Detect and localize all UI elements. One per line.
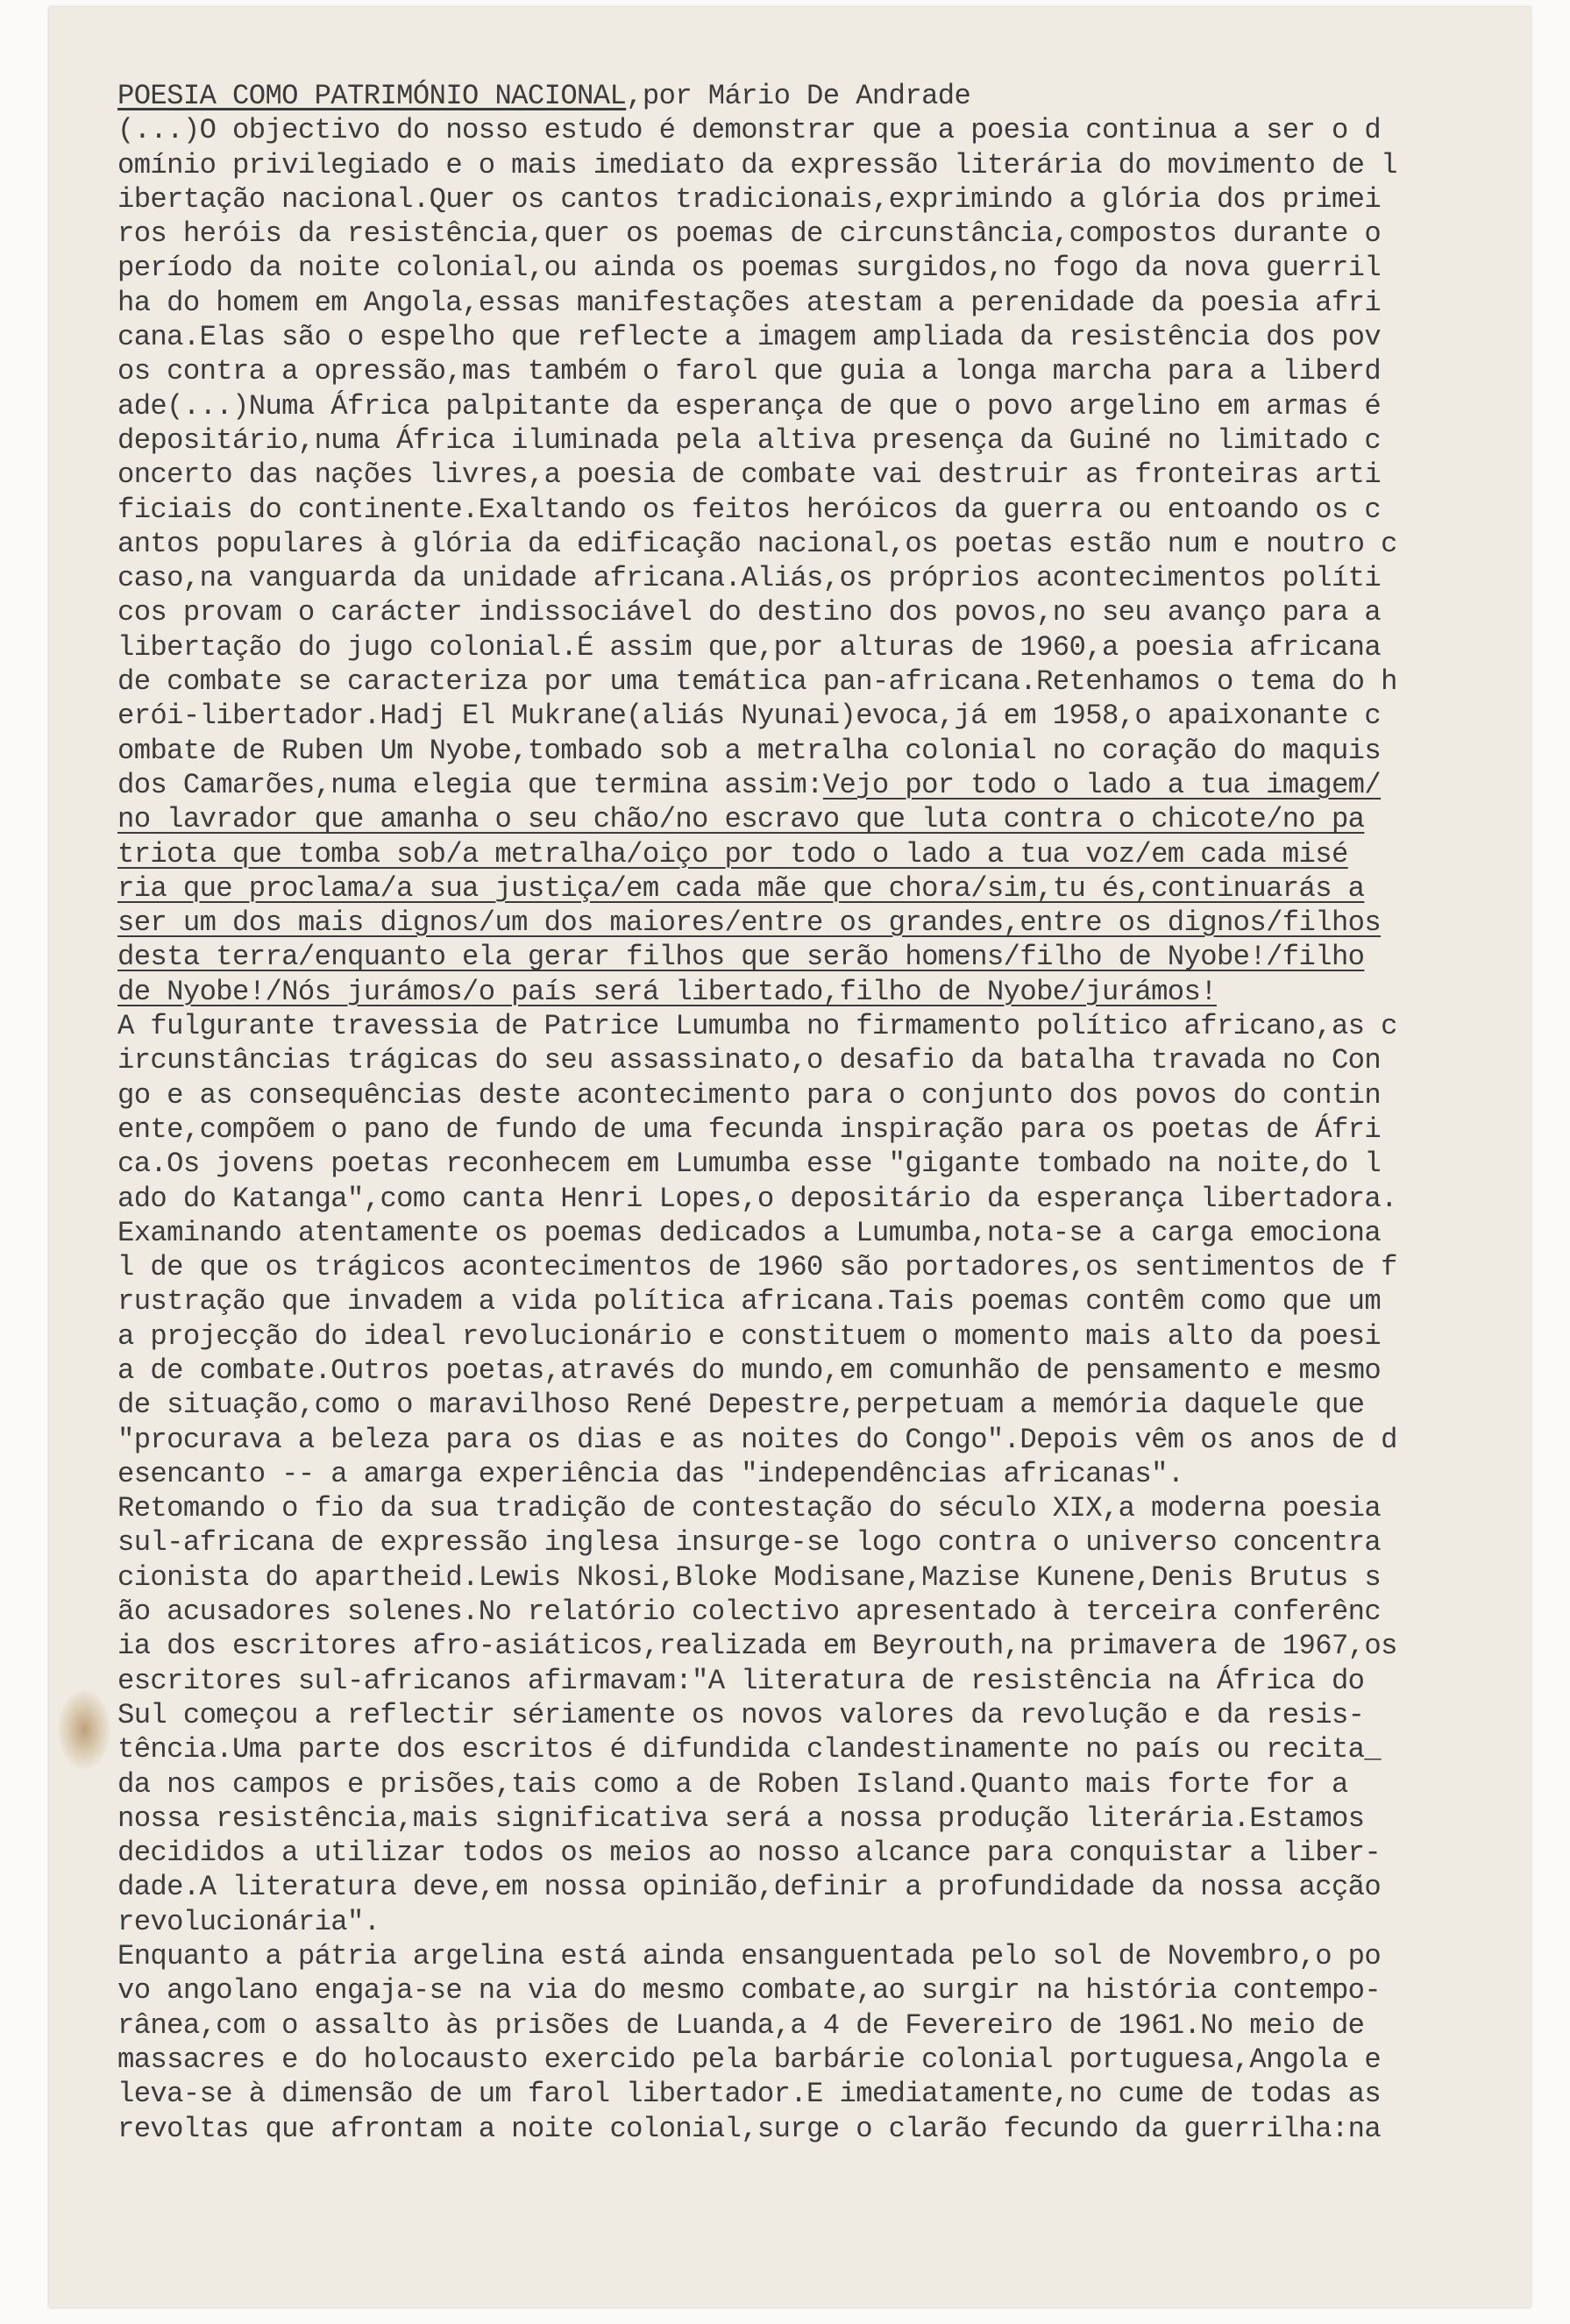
typewritten-page <box>49 7 1531 2307</box>
line-text: libertação do jugo colonial.É assim que,por alturas de 1960,a poesia africana <box>117 630 1382 664</box>
text-line <box>117 1078 1520 1112</box>
text-line <box>117 1250 1520 1284</box>
text-line <box>117 1870 1520 1904</box>
text-line <box>117 1836 1520 1870</box>
text-line <box>117 871 1520 906</box>
line-text: tência.Uma parte dos escritos é difundida clandestinamente no país ou recita_ <box>117 1733 1382 1766</box>
text-line <box>117 148 1520 182</box>
line-text: ia dos escritores afro-asiáticos,realizada em Beyrouth,na primavera de 1967,os <box>117 1630 1397 1663</box>
text-line <box>117 2077 1520 2111</box>
text-line <box>117 354 1520 388</box>
text-line <box>117 1732 1520 1766</box>
line-text: cana.Elas são o espelho que reflecte a imagem ampliada da resistência dos pov <box>117 321 1382 354</box>
text-line <box>117 1491 1520 1525</box>
text-line <box>117 1388 1520 1422</box>
line-text: Retomando o fio da sua tradição de contestação do século XIX,a moderna poesia <box>117 1492 1382 1525</box>
rust-stain <box>58 1690 110 1769</box>
text-line <box>117 1802 1520 1836</box>
text-line <box>117 975 1520 1009</box>
line-text: l de que os trágicos acontecimentos de 1960 são portadores,os sentimentos de f <box>117 1251 1397 1284</box>
line-text: nossa resistência,mais significativa será a nossa produção literária.Estamos <box>117 1802 1365 1835</box>
text-line <box>117 1698 1520 1732</box>
line-text: da nos campos e prisões,tais como a de Roben Island.Quanto mais forte for a <box>117 1767 1348 1801</box>
text-line <box>117 1182 1520 1216</box>
text-line <box>117 561 1520 595</box>
quoted-poem-text: ria que proclama/a sua justiça/em cada mãe que chora/sim,tu és,continuarás a <box>117 871 1365 905</box>
text-line <box>117 2112 1520 2146</box>
text-line <box>117 1284 1520 1318</box>
line-text: vo angolano engaja-se na via do mesmo combate,ao surgir na história contempo- <box>117 1974 1382 2008</box>
quoted-poem-text: desta terra/enquanto ela gerar filhos que serão homens/filho de Nyobe!/filho <box>117 941 1365 974</box>
line-text: oncerto das nações livres,a poesia de combate vai destruir as fronteiras arti <box>117 458 1382 492</box>
line-text: "procurava a beleza para os dias e as noites do Congo".Depois vêm os anos de d <box>117 1423 1397 1456</box>
line-text: cos provam o carácter indissociável do destino dos povos,no seu avanço para a <box>117 596 1382 629</box>
text-line <box>117 1973 1520 2008</box>
line-text: período da noite colonial,ou ainda os poemas surgidos,no fogo da nova guerril <box>117 252 1382 285</box>
line-text: ado do Katanga",como canta Henri Lopes,o depositário da esperança libertadora. <box>117 1182 1397 1215</box>
line-text: depositário,numa África iluminada pela altiva presença da Guiné no limitado c <box>117 423 1382 457</box>
text-line <box>117 1939 1520 1973</box>
text-line <box>117 1216 1520 1250</box>
line-text: leva-se à dimensão de um farol libertador.E imediatamente,no cume de todas as <box>117 2078 1382 2111</box>
line-text: dos Camarões,numa elegia que termina assim: <box>117 768 823 801</box>
text-line <box>117 113 1520 147</box>
line-text: ente,compõem o pano de fundo de uma fecunda inspiração para os poetas de Áfri <box>117 1112 1382 1146</box>
text-line <box>117 734 1520 768</box>
line-text: esencanto -- a amarga experiência das "independências africanas". <box>117 1457 1184 1490</box>
text-line <box>117 2043 1520 2077</box>
text-line <box>117 1354 1520 1388</box>
text-line <box>117 837 1520 871</box>
quoted-poem-text: de Nyobe!/Nós jurámos/o país será libertado,filho de Nyobe/jurámos! <box>117 975 1217 1008</box>
line-text: antos populares à glória da edificação nacional,os poetas estão num e noutro c <box>117 527 1397 560</box>
text-line <box>117 458 1520 492</box>
line-text: caso,na vanguarda da unidade africana.Aliás,os próprios acontecimentos políti <box>117 562 1382 595</box>
line-text: omínio privilegiado e o mais imediato da expressão literária do movimento de l <box>117 148 1397 181</box>
line-text: erói-libertador.Hadj El Mukrane(aliás Nyunai)evoca,já em 1958,o apaixonante c <box>117 700 1382 733</box>
text-line <box>117 2008 1520 2043</box>
quoted-poem-text: Vejo por todo o lado a tua imagem/ <box>822 768 1382 801</box>
document-title: POESIA COMO PATRIMÓNIO NACIONAL <box>117 80 627 112</box>
text-line <box>117 286 1520 320</box>
text-line <box>117 1319 1520 1354</box>
text-line <box>117 906 1520 940</box>
text-line <box>117 940 1520 974</box>
line-text: revoltas que afrontam a noite colonial,surge o clarão fecundo da guerrilha:na <box>117 2112 1382 2145</box>
text-line <box>117 493 1520 527</box>
line-text: ca.Os jovens poetas reconhecem em Lumumba esse "gigante tombado na noite,do l <box>117 1148 1382 1181</box>
line-text: rânea,com o assalto às prisões de Luanda,a 4 de Fevereiro de 1961.No meio de <box>117 2008 1365 2042</box>
line-text: revolucionária". <box>117 1905 380 1938</box>
line-text: a de combate.Outros poetas,através do mundo,em comunhão de pensamento e mesmo <box>117 1354 1382 1387</box>
line-text: A fulgurante travessia de Patrice Lumumba no firmamento político africano,as c <box>117 1010 1397 1043</box>
quoted-poem-text: no lavrador que amanha o seu chão/no escravo que luta contra o chicote/no pa <box>117 803 1365 836</box>
line-text: dade.A literatura deve,em nossa opinião,definir a profundidade da nossa acção <box>117 1871 1382 1904</box>
text-line <box>117 630 1520 665</box>
quoted-poem-text: ser um dos mais dignos/um dos maiores/entre os grandes,entre os dignos/filhos <box>117 906 1382 940</box>
line-text: Enquanto a pátria argelina está ainda ensanguentada pelo sol de Novembro,o po <box>117 1940 1382 1973</box>
line-text: ão acusadores solenes.No relatório colectivo apresentado à terceira conferênc <box>117 1596 1382 1629</box>
line-text: de combate se caracteriza por uma temática pan-africana.Retenhamos o tema do h <box>117 665 1397 699</box>
text-line <box>117 665 1520 699</box>
text-line <box>117 182 1520 217</box>
text-line <box>117 1423 1520 1457</box>
line-text: ficiais do continente.Exaltando os feitos heróicos da guerra ou entoando os c <box>117 493 1382 526</box>
text-line <box>117 1043 1520 1077</box>
line-text: massacres e do holocausto exercido pela barbárie colonial portuguesa,Angola e <box>117 2043 1382 2076</box>
text-line <box>117 1147 1520 1181</box>
text-line <box>117 217 1520 251</box>
text-line <box>117 320 1520 354</box>
text-line <box>117 1112 1520 1147</box>
title-line <box>117 79 1520 113</box>
line-text: ircunstâncias trágicas do seu assassinato,o desafio da batalha travada no Con <box>117 1044 1382 1077</box>
line-text: sul-africana de expressão inglesa insurge-se logo contra o universo concentra <box>117 1526 1382 1560</box>
document-body <box>117 79 1520 2146</box>
line-text: Sul começou a reflectir sériamente os novos valores da revolução e da resis- <box>117 1698 1365 1731</box>
line-text: os contra a opressão,mas também o farol que guia a longa marcha para a liberd <box>117 355 1382 388</box>
line-text: rustração que invadem a vida política africana.Tais poemas contêm como que um <box>117 1285 1382 1318</box>
text-line <box>117 1664 1520 1698</box>
line-text: decididos a utilizar todos os meios ao nosso alcance para conquistar a liber- <box>117 1837 1382 1870</box>
text-line <box>117 1457 1520 1491</box>
line-text: Examinando atentamente os poemas dedicados a Lumumba,nota-se a carga emociona <box>117 1216 1382 1249</box>
text-line <box>117 389 1520 423</box>
line-text: ibertação nacional.Quer os cantos tradicionais,exprimindo a glória dos primei <box>117 182 1382 216</box>
text-line <box>117 527 1520 561</box>
text-line <box>117 595 1520 629</box>
text-line <box>117 1595 1520 1629</box>
line-text: (...)O objectivo do nosso estudo é demonstrar que a poesia continua a ser o d <box>117 114 1382 147</box>
line-text: ade(...)Numa África palpitante da esperança de que o povo argelino em armas é <box>117 389 1382 423</box>
line-text: ros heróis da resistência,quer os poemas de circunstância,compostos durante o <box>117 217 1382 251</box>
text-line <box>117 423 1520 458</box>
text-line <box>117 802 1520 836</box>
line-text: a projecção do ideal revolucionário e constituem o momento mais alto da poesi <box>117 1319 1382 1353</box>
text-line <box>117 768 1520 802</box>
line-text: ha do homem em Angola,essas manifestações atestam a perenidade da poesia afri <box>117 286 1382 319</box>
line-text: de situação,como o maravilhoso René Depestre,perpetuam a memória daquele que <box>117 1389 1365 1422</box>
text-line <box>117 1009 1520 1043</box>
author-byline: ,por Mário De Andrade <box>626 80 971 112</box>
line-text: escritores sul-africanos afirmavam:"A literatura de resistência na África do <box>117 1664 1365 1697</box>
text-line <box>117 1560 1520 1595</box>
quoted-poem-text: triota que tomba sob/a metralha/oiço por todo o lado a tua voz/em cada misé <box>117 837 1348 871</box>
text-line <box>117 251 1520 285</box>
text-line <box>117 1525 1520 1560</box>
text-line <box>117 1767 1520 1802</box>
text-line <box>117 1905 1520 1939</box>
line-text: cionista do apartheid.Lewis Nkosi,Bloke Modisane,Mazise Kunene,Denis Brutus s <box>117 1560 1382 1594</box>
line-text: go e as consequências deste acontecimento para o conjunto dos povos do contin <box>117 1078 1382 1112</box>
line-text: ombate de Ruben Um Nyobe,tombado sob a metralha colonial no coração do maquis <box>117 734 1382 767</box>
text-line <box>117 699 1520 733</box>
text-line <box>117 1629 1520 1663</box>
